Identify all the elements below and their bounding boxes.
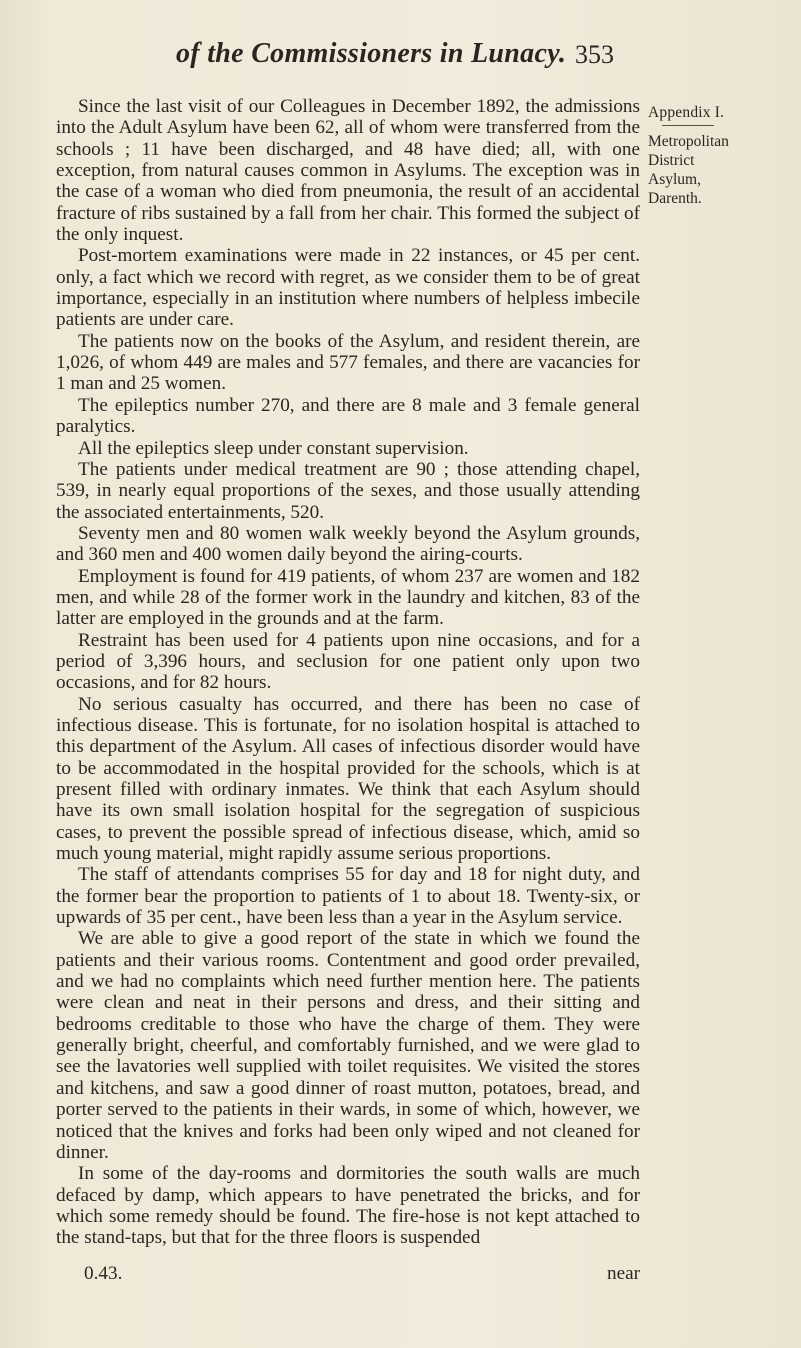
margin-note-appendix: Appendix I. — [648, 104, 725, 121]
margin-note-line: Darenth. — [648, 190, 702, 207]
paragraph-employment: Employment is found for 419 patients, of whom 237 are women and 182 men, and while 28 of the former work in the laundry and kitchen, 83 of the latter are employed in the grounds and at the farm. — [56, 565, 640, 630]
paragraph-admissions: Since the last visit of our Colleagues in December 1892, the admissions into the Adult Asylum have been 62, all of whom were transferred from the schools ; 11 have been discharged, and 48 have died; all, with one exception, from natural causes common in Asylums. The exception was in the case of a woman who died from pneumonia, the result of an accidental fracture of ribs sustained by a fall from her chair. This formed the subject of the only inquest. — [56, 96, 640, 246]
paragraph-medical-treatment: The patients under medical treatment are 90 ; those attending chapel, 539, in nearly equal proportions of the sexes, and those usually attending the associated entertainments, 520. — [56, 458, 640, 523]
paragraph-state-of-wards: We are able to give a good report of the state in which we found the patients and their various rooms. Contentment and good order prevailed, and we had no complaints which need further mention here. The patients were clean and neat in their persons and dress, and their sitting and bedrooms creditable to those who have the charge of them. They were generally bright, cheerful, and comfortably furnished, and we were glad to see the lavatories well supplied with toilet requisites. We visited the stores and kitchens, and saw a good dinner of roast mutton, potatoes, bread, and porter served to the patients in their wards, in some of which, however, we noticed that the knives and forks had been only wiped and not cleaned for dinner. — [56, 928, 640, 1163]
paragraph-restraint: Restraint has been used for 4 patients upon nine occasions, and for a period of 3,396 hours, and seclusion for one patient only upon two occasions, and for 82 hours. — [56, 629, 640, 694]
signature-mark: 0.43. — [84, 1263, 123, 1284]
body-text — [56, 96, 640, 1249]
paragraph-casualty-infection: No serious casualty has occurred, and there has been no case of infectious disease. This is fortunate, for no isolation hospital is attached to this department of the Asylum. All cases of infectious disorder would have to be accommodated in the hospital provided for the schools, which is at present filled with ordinary inmates. We think that each Asylum should have its own small isolation hospital for the segregation of suspicious cases, to prevent the possible spread of infectious disease, which, amid so much young material, might rapidly assume serious proportions. — [56, 693, 640, 865]
margin-note-line: District — [648, 152, 695, 169]
page-foot — [56, 1263, 640, 1287]
margin-note-rule — [662, 125, 714, 126]
paragraph-damp-fire-hose: In some of the day-rooms and dormitories the south walls are much defaced by damp, which appears to have penetrated the bricks, and for which some remedy should be found. The fire-hose is not kept attached to the stand-taps, but that for the three floors is suspended — [56, 1163, 640, 1249]
margin-note-line: Asylum, — [648, 171, 701, 188]
paragraph-post-mortem: Post-mortem examinations were made in 22 instances, or 45 per cent. only, a fact which we record with regret, as we consider them to be of great importance, especially in an institution where numbers of helpless imbecile patients are under care. — [56, 245, 640, 331]
margin-note-line: Metropolitan — [648, 133, 729, 150]
running-head — [0, 38, 801, 74]
catchword: near — [606, 1263, 640, 1284]
margin-note — [648, 103, 793, 208]
paragraph-epileptics-supervision: All the epileptics sleep under constant supervision. — [78, 437, 469, 459]
page-number: 353 — [575, 40, 614, 69]
paragraph-patients-resident: The patients now on the books of the Asylum, and resident therein, are 1,026, of whom 449 are males and 577 females, and there are vacancies for 1 man and 25 women. — [56, 330, 640, 395]
paragraph-staff: The staff of attendants comprises 55 for day and 18 for night duty, and the former bear the proportion to patients of 1 to about 18. Twenty-six, or upwards of 35 per cent., have been less than a year in the Asylum service. — [56, 864, 640, 929]
paragraph-epileptics-number: The epileptics number 270, and there are 8 male and 3 female general paralytics. — [56, 394, 640, 438]
running-title: of the Commissioners in Lunacy. — [176, 38, 567, 69]
paragraph-walks: Seventy men and 80 women walk weekly beyond the Asylum grounds, and 360 men and 400 women daily beyond the airing-courts. — [56, 522, 640, 566]
